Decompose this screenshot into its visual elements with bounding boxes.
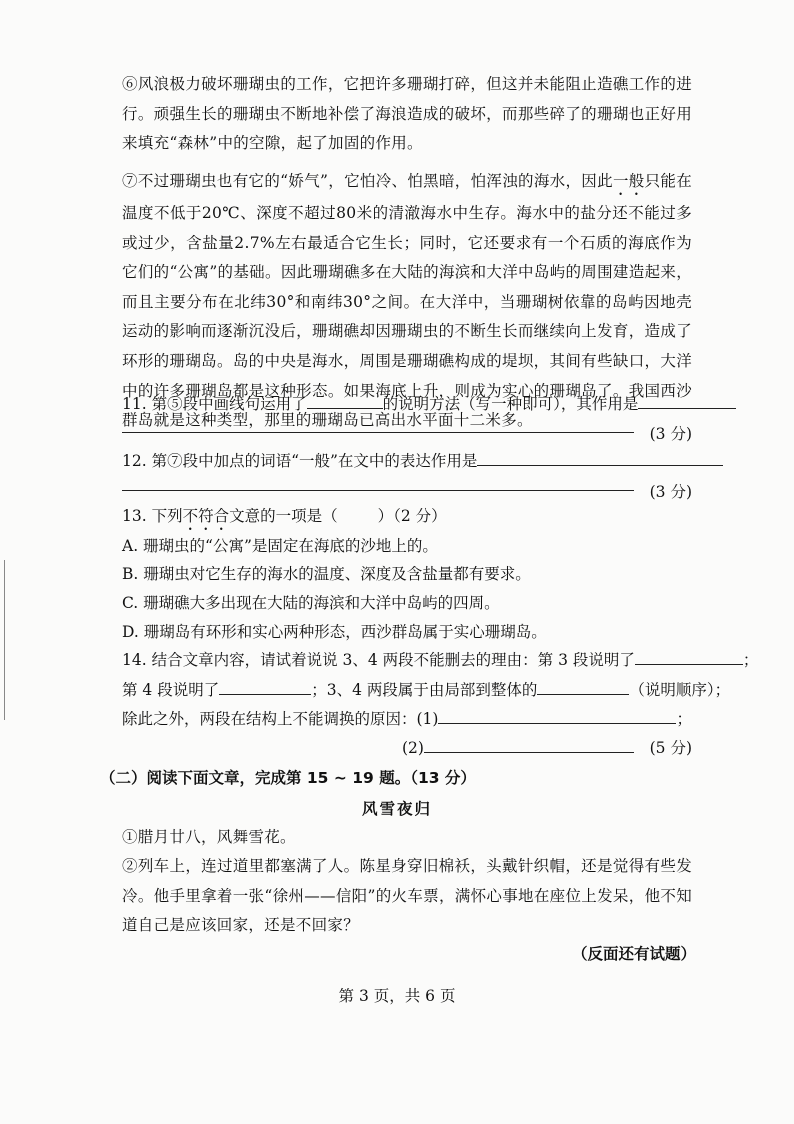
q14-blank-order[interactable] <box>537 678 629 695</box>
q14-prompt-2b: ；3、4 两段属于由局部到整体的 <box>311 681 538 699</box>
q14-blank-para3[interactable] <box>635 648 743 665</box>
q13-prompt-c: ）（2 分） <box>377 507 447 525</box>
q13-option-b[interactable]: B. 珊瑚虫对它生存的海水的温度、深度及含盐量都有要求。 <box>122 565 531 583</box>
q14-blank-reason-2[interactable] <box>424 736 634 753</box>
q14-punct-3: ； <box>676 710 692 728</box>
q11-prompt-a: 11. 第⑤段中画线句运用了 <box>122 395 307 413</box>
article-title: 风雪夜归 <box>361 799 432 818</box>
q13-option-a[interactable]: A. 珊瑚虫的“公寓”是固定在海底的沙地上的。 <box>122 537 438 555</box>
q13-prompt-a: 13. 下列 <box>122 507 183 525</box>
q12-score: (3 分) <box>649 483 692 501</box>
paragraph-7-part-b: 只能在温度不低于20℃、深度不超过80米的清澈海水中生存。海水中的盐分还不能过多或过少，含盐量2.7%左右最适合它生长；同时，它还要求有一个石质的海底作为它们的“公寓”的基础。因此珊瑚礁多在大陆的海滨和大洋中岛屿的周围建造起来，而且主要分布在北纬30°和南纬30°之间。在大洋中，当珊瑚树依靠的岛屿因地壳运动的影响而逐渐沉没后，珊瑚礁却因珊瑚虫的不断生长而继续向上发育，造成了环形的珊瑚岛。岛的中央是海水，周围是珊瑚礁构成的堤坝，其间有些缺口，大洋中的许多珊瑚岛都是这种形态。如果海底上升，则成为实心的珊瑚岛了。我国西沙群岛就是这种类型，那里的珊瑚岛已高出水平面十二米多。 <box>122 172 693 430</box>
q14-prompt-3: 除此之外，两段在结构上不能调换的原因：(1) <box>122 710 439 728</box>
page-number: 第 3 页，共 6 页 <box>338 987 456 1005</box>
q14-blank-reason-1[interactable] <box>438 707 676 724</box>
q14-prompt-2a: 第 4 段说明了 <box>122 681 220 699</box>
q13-prompt-b: 文意的一项是（ <box>229 507 338 525</box>
q11-blank-effect-start[interactable] <box>638 392 736 409</box>
article-paragraph-1: ①腊月廿八，风舞雪花。 <box>122 828 296 846</box>
q14-prompt-1: 14. 结合文章内容，请试着说说 3、4 两段不能删去的理由：第 3 段说明了 <box>122 651 635 669</box>
q13-option-d[interactable]: D. 珊瑚岛有环形和实心两种形态，西沙群岛属于实心珊瑚岛。 <box>122 623 547 641</box>
q12-prompt: 12. 第⑦段中加点的词语“一般”在文中的表达作用是 <box>122 452 478 470</box>
q14-prompt-4: (2) <box>402 739 424 757</box>
q11-score: (3 分) <box>649 425 692 443</box>
paragraph-6: ⑥风浪极力破坏珊瑚虫的工作，它把许多珊瑚打碎，但这并未能阻止造礁工作的进行。顽强生长的珊瑚虫不断地补偿了海浪造成的破坏，而那些碎了的珊瑚也正好用来填充“森林”中的空隙，起了加固的作用。 <box>122 75 692 153</box>
section-2-heading: （二）阅读下面文章，完成第 15 ~ 19 题。（13 分） <box>100 769 476 787</box>
paragraph-7-part-a: ⑦不过珊瑚虫也有它的“娇气”，它怕冷、怕黑暗，怕浑浊的海水，因此 <box>122 172 613 190</box>
q13-option-c[interactable]: C. 珊瑚礁大多出现在大陆的海滨和大洋中岛屿的四周。 <box>122 594 500 612</box>
question-14-line-3 <box>122 707 692 731</box>
q12-blank-start[interactable] <box>477 449 723 466</box>
q11-answer-line[interactable] <box>122 432 634 433</box>
q14-punct-1: ； <box>742 651 759 669</box>
question-14-line-2 <box>122 678 731 702</box>
q11-prompt-b: 的说明方法（写一种即可），其作用是 <box>382 395 639 413</box>
article-paragraph-2: ②列车上，连过道里都塞满了人。陈星身穿旧棉袄，头戴针织帽，还是觉得有些发冷。他手里拿着一张“徐州——信阳”的火车票，满怀心事地在座位上发呆，他不知道自己是应该回家，还是不回家？ <box>122 857 692 935</box>
question-12 <box>122 449 692 473</box>
q14-score: (5 分) <box>649 739 692 757</box>
dotted-word-yiban: 一般 <box>612 172 645 190</box>
q14-prompt-2c: （说明顺序）； <box>629 681 731 699</box>
q11-blank-method[interactable] <box>307 392 383 409</box>
reverse-side-note: （反面还有试题） <box>571 945 696 963</box>
q13-dotted-not-matching: 不符合 <box>182 507 230 525</box>
q12-answer-line[interactable] <box>122 490 634 491</box>
q14-blank-para4[interactable] <box>219 678 311 695</box>
question-13 <box>122 504 692 534</box>
question-11 <box>122 392 692 416</box>
binding-margin-marks <box>0 560 10 720</box>
question-14-line-1 <box>122 648 759 672</box>
